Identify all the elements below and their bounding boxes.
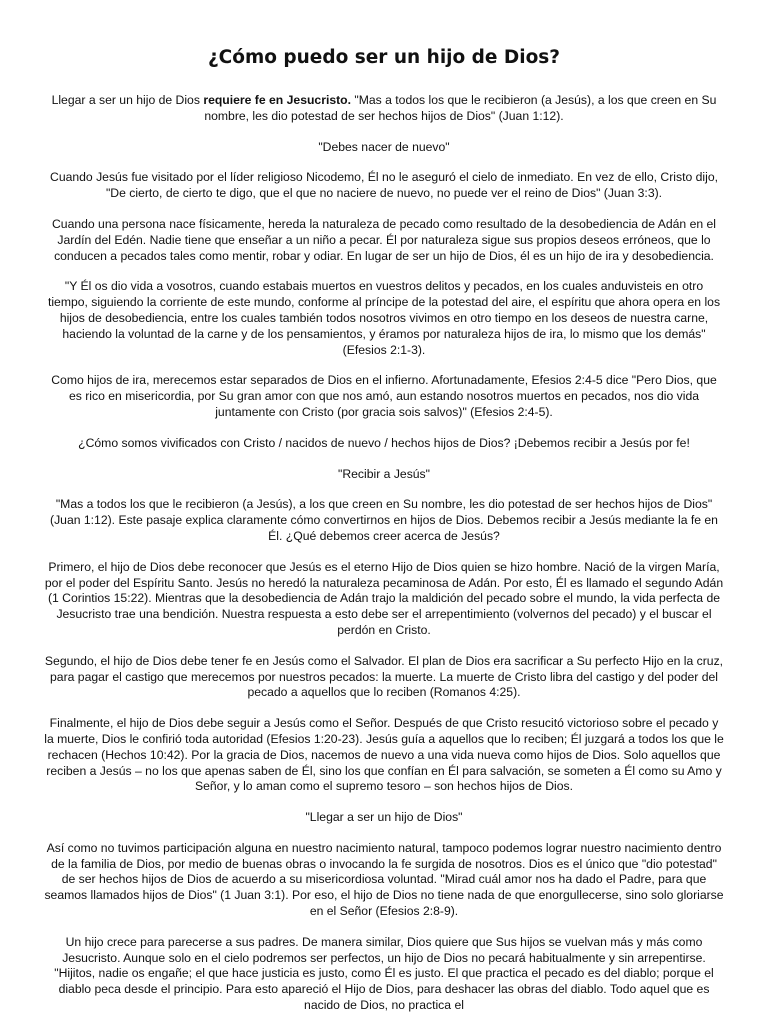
section-heading-recibir: "Recibir a Jesús"	[338, 466, 430, 481]
paragraph-primero: Primero, el hijo de Dios debe reconocer que Jesús es el eterno Hijo de Dios quien se hizo hombre. Nació de la virgen María, por el poder del Espíritu Santo. Jesús no heredó la naturaleza pecaminosa de Adán. Por esto, Él es llamado el segundo Adán (1 Corintios 15:22). Mientras que la desobediencia de Adán trajo la maldición del pecado sobre el mundo, la vida perfecta de Jesucristo trae una bendición. Nuestra respuesta a esto debe ser el arrepentimiento (volvernos del pecado) y el buscar el perdón en Cristo.	[44, 559, 724, 637]
intro-rest: "Mas a todos los que le recibieron (a Jesús), a los que creen en Su nombre, les dio potestad de ser hechos hijos de Dios" (Juan 1:12).	[204, 93, 717, 123]
paragraph-segundo: Segundo, el hijo de Dios debe tener fe en Jesús como el Salvador. El plan de Dios era sacrificar a Su perfecto Hijo en la cruz, para pagar el castigo que merecemos por nuestros pecados: la muerte. La muerte de Cristo libra del castigo y del poder del pecado a aquellos que lo reciben (Romanos 4:25).	[44, 653, 724, 700]
section-heading-nacer: "Debes nacer de nuevo"	[318, 139, 450, 154]
page-title: ¿Cómo puedo ser un hijo de Dios?	[207, 47, 561, 68]
paragraph-hijos-de-ira: Como hijos de ira, merecemos estar separados de Dios en el infierno. Afortunadamente, Efesios 2:4-5 dice "Pero Dios, que es rico en misericordia, por Su gran amor con que nos amó, aun estando nosotros muertos en pecados, nos dio vida juntamente con Cristo (por gracia sois salvos)" (Efesios 2:4-5).	[51, 373, 717, 419]
intro-paragraph	[44, 93, 724, 125]
paragraph-crecer: Un hijo crece para parecerse a sus padres. De manera similar, Dios quiere que Sus hijos se vuelvan más y más como Jesucristo. Aunque solo en el cielo podremos ser perfectos, un hijo de Dios no pecará habitualmente y sin arrepentirse. "Hijitos, nadie os engañe; el que hace justicia es justo, como Él es justo. El que practica el pecado es del diablo; porque el diablo peca desde el principio. Para esto apareció el Hijo de Dios, para deshacer las obras del diablo. Todo aquel que es nacido de Dios, no practica el	[54, 934, 714, 1013]
document-page	[44, 46, 724, 1029]
paragraph-finalmente: Finalmente, el hijo de Dios debe seguir a Jesús como el Señor. Después de que Cristo resucitó victorioso sobre el pecado y la muerte, Dios le confirió toda autoridad (Efesios 1:20-23). Jesús guía a aquellos que lo reciben; Él juzgará a todos los que le rechacen (Hechos 10:42). Por la gracia de Dios, nacemos de nuevo a una vida nueva como hijos de Dios. Solo aquellos que reciben a Jesús – no los que apenas saben de Él, sino los que confían en Él para salvación, se someten a Él como su Amo y Señor, y lo aman como el supremo tesoro – son hechos hijos de Dios.	[44, 716, 724, 794]
paragraph-naturaleza-pecado: Cuando una persona nace físicamente, hereda la naturaleza de pecado como resultado de la desobediencia de Adán en el Jardín del Edén. Nadie tiene que enseñar a un niño a pecar. Él por naturaleza sigue sus propios deseos erróneos, que lo conducen a pecados tales como mentir, robar y odiar. En lugar de ser un hijo de Dios, él es un hijo de ira y desobediencia.	[51, 216, 717, 263]
section-heading-llegar: "Llegar a ser un hijo de Dios"	[305, 810, 463, 825]
intro-bold: requiere fe en Jesucristo.	[203, 93, 351, 107]
paragraph-juan-1-12: "Mas a todos los que le recibieron (a Jesús), a los que creen en Su nombre, les dio potestad de ser hechos hijos de Dios" (Juan 1:12). Este pasaje explica claramente cómo convertirnos en hijos de Dios. Debemos recibir a Jesús mediante la fe en Él. ¿Qué debemos creer acerca de Jesús?	[50, 497, 718, 543]
paragraph-nicodemo: Cuando Jesús fue visitado por el líder religioso Nicodemo, Él no le aseguró el cielo de inmediato. En vez de ello, Cristo dijo, "De cierto, de cierto te digo, que el que no naciere de nuevo, no puede ver el reino de Dios" (Juan 3:3).	[50, 170, 718, 201]
intro-lead: Llegar a ser un hijo de Dios	[51, 93, 204, 107]
paragraph-question: ¿Cómo somos vivificados con Cristo / nacidos de nuevo / hechos hijos de Dios? ¡Debemos recibir a Jesús por fe!	[78, 435, 690, 450]
quote-efesios-2-1: "Y Él os dio vida a vosotros, cuando estabais muertos en vuestros delitos y pecados, en los cuales anduvisteis en otro tiempo, siguiendo la corriente de este mundo, conforme al príncipe de la potestad del aire, el espíritu que ahora opera en los hijos de desobediencia, entre los cuales también todos nosotros vivimos en otro tiempo en los deseos de nuestra carne, haciendo la voluntad de la carne y de los pensamientos, y éramos por naturaleza hijos de ira, lo mismo que los demás" (Efesios 2:1-3).	[47, 279, 721, 357]
paragraph-nacimiento: Así como no tuvimos participación alguna en nuestro nacimiento natural, tampoco podemos lograr nuestro nacimiento dentro de la familia de Dios, por medio de buenas obras o invocando la fe surgida de nosotros. Dios es el único que "dio potestad" de ser hechos hijos de Dios de acuerdo a su misericordiosa voluntad. "Mirad cuál amor nos ha dado el Padre, para que seamos llamados hijos de Dios" (1 Juan 3:1). Por eso, el hijo de Dios no tiene nada de que enorgullecerse, sino solo gloriarse en el Señor (Efesios 2:8-9).	[44, 840, 724, 919]
